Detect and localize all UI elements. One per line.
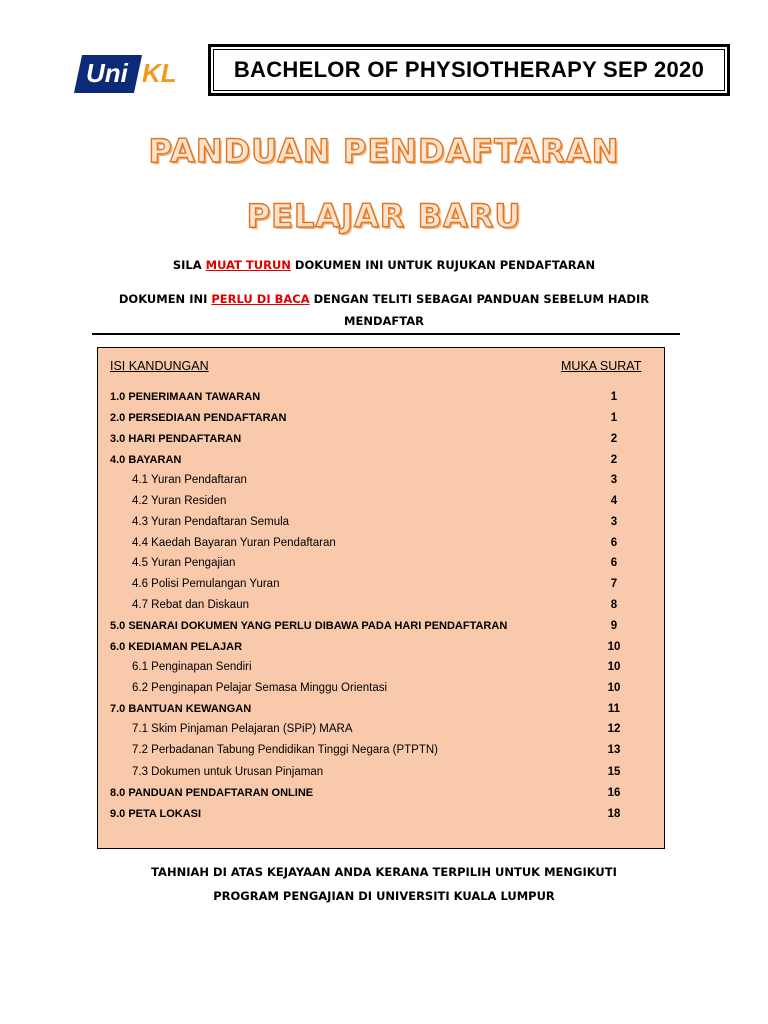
toc-row <box>98 495 664 515</box>
toc-row-label: 7.3 Dokumen untuk Urusan Pinjaman <box>132 766 324 778</box>
toc-row <box>98 641 664 661</box>
toc-row-page: 7 <box>610 578 618 590</box>
toc-row <box>98 474 664 494</box>
heading-line-2: PELAJAR BARU <box>246 197 522 235</box>
toc-row-label: 6.1 Penginapan Sendiri <box>132 661 252 673</box>
toc-row-label: 4.0 BAYARAN <box>110 454 182 466</box>
toc-row <box>98 744 664 764</box>
unikl-logo <box>78 55 190 93</box>
toc-row <box>98 682 664 702</box>
toc-row-label: 5.0 SENARAI DOKUMEN YANG PERLU DIBAWA PADA HARI PENDAFTARAN <box>110 620 508 632</box>
toc-row <box>98 516 664 536</box>
toc-row <box>98 454 664 474</box>
toc-row-label: 7.1 Skim Pinjaman Pelajaran (SPiP) MARA <box>132 723 353 735</box>
toc-row-page: 10 <box>607 682 621 694</box>
toc-row-label: 6.0 KEDIAMAN PELAJAR <box>110 641 243 653</box>
toc-row-label: 4.5 Yuran Pengajian <box>132 557 236 569</box>
toc-row-page: 8 <box>610 599 618 611</box>
read-notice-post: DENGAN TELITI SEBAGAI PANDUAN SEBELUM HADIR <box>309 292 650 306</box>
congrats-line-1: TAHNIAH DI ATAS KEJAYAAN ANDA KERANA TERPILIH UNTUK MENGIKUTI <box>151 865 617 879</box>
program-title-box <box>208 44 730 96</box>
toc-row-page: 10 <box>607 661 621 673</box>
program-title: BACHELOR OF PHYSIOTHERAPY SEP 2020 <box>213 49 725 91</box>
toc-row-label: 4.4 Kaedah Bayaran Yuran Pendaftaran <box>132 537 336 549</box>
toc-row <box>98 703 664 723</box>
read-notice-highlight: PERLU DI BACA <box>211 292 310 306</box>
toc-row-page: 13 <box>607 744 621 756</box>
toc-row-label: 1.0 PENERIMAAN TAWARAN <box>110 391 261 403</box>
toc-row <box>98 557 664 577</box>
toc-row-page: 9 <box>610 620 618 632</box>
toc-header-contents: ISI KANDUNGAN <box>110 359 209 373</box>
toc-row-page: 6 <box>610 557 618 569</box>
download-notice-post: DOKUMEN INI UNTUK RUJUKAN PENDAFTARAN <box>290 258 596 272</box>
download-notice <box>0 258 768 272</box>
congrats-line-2: PROGRAM PENGAJIAN DI UNIVERSITI KUALA LUMPUR <box>213 889 555 903</box>
toc-row-label: 4.2 Yuran Residen <box>132 495 227 507</box>
toc-row-label: 9.0 PETA LOKASI <box>110 808 202 820</box>
download-notice-pre: SILA <box>172 258 206 272</box>
heading-line-1: PANDUAN PENDAFTARAN <box>148 132 620 170</box>
toc-row-label: 2.0 PERSEDIAAN PENDAFTARAN <box>110 412 287 424</box>
table-of-contents <box>97 347 665 849</box>
toc-header-page: MUKA SURAT <box>561 359 642 373</box>
divider-rule <box>92 333 680 335</box>
toc-row-page: 4 <box>610 495 618 507</box>
toc-row-label: 7.0 BANTUAN KEWANGAN <box>110 703 252 715</box>
logo-text-uni: Uni <box>86 58 128 88</box>
toc-row <box>98 578 664 598</box>
toc-row-page: 10 <box>607 641 621 653</box>
toc-row-page: 1 <box>610 412 618 424</box>
toc-row <box>98 808 664 828</box>
toc-row <box>98 537 664 557</box>
toc-row-label: 7.2 Perbadanan Tabung Pendidikan Tinggi Negara (PTPTN) <box>132 744 439 756</box>
toc-row-label: 6.2 Penginapan Pelajar Semasa Minggu Orientasi <box>132 682 388 694</box>
toc-row-page: 1 <box>610 391 618 403</box>
toc-row <box>98 391 664 411</box>
toc-row <box>98 787 664 807</box>
toc-row-page: 2 <box>610 433 618 445</box>
toc-row-label: 8.0 PANDUAN PENDAFTARAN ONLINE <box>110 787 314 799</box>
toc-row <box>98 723 664 743</box>
read-notice-pre: DOKUMEN INI <box>118 292 212 306</box>
toc-row-label: 3.0 HARI PENDAFTARAN <box>110 433 242 445</box>
toc-row <box>98 412 664 432</box>
toc-row-page: 3 <box>610 516 618 528</box>
toc-row-page: 11 <box>607 703 621 715</box>
toc-row-label: 4.6 Polisi Pemulangan Yuran <box>132 578 280 590</box>
toc-row-label: 4.3 Yuran Pendaftaran Semula <box>132 516 290 528</box>
logo-text-kl: KL <box>142 58 177 88</box>
read-notice-line-2: MENDAFTAR <box>344 314 424 328</box>
toc-row <box>98 661 664 681</box>
toc-row-page: 2 <box>610 454 618 466</box>
toc-row-page: 6 <box>610 537 618 549</box>
toc-row-page: 18 <box>607 808 621 820</box>
toc-row-page: 12 <box>607 723 621 735</box>
toc-row <box>98 766 664 786</box>
download-notice-highlight: MUAT TURUN <box>205 258 291 272</box>
toc-row <box>98 433 664 453</box>
toc-row-page: 15 <box>607 766 621 778</box>
toc-row-page: 3 <box>610 474 618 486</box>
toc-row-label: 4.7 Rebat dan Diskaun <box>132 599 249 611</box>
toc-row-page: 16 <box>607 787 621 799</box>
toc-row-label: 4.1 Yuran Pendaftaran <box>132 474 247 486</box>
read-notice <box>0 292 768 306</box>
toc-row <box>98 620 664 640</box>
toc-row <box>98 599 664 619</box>
